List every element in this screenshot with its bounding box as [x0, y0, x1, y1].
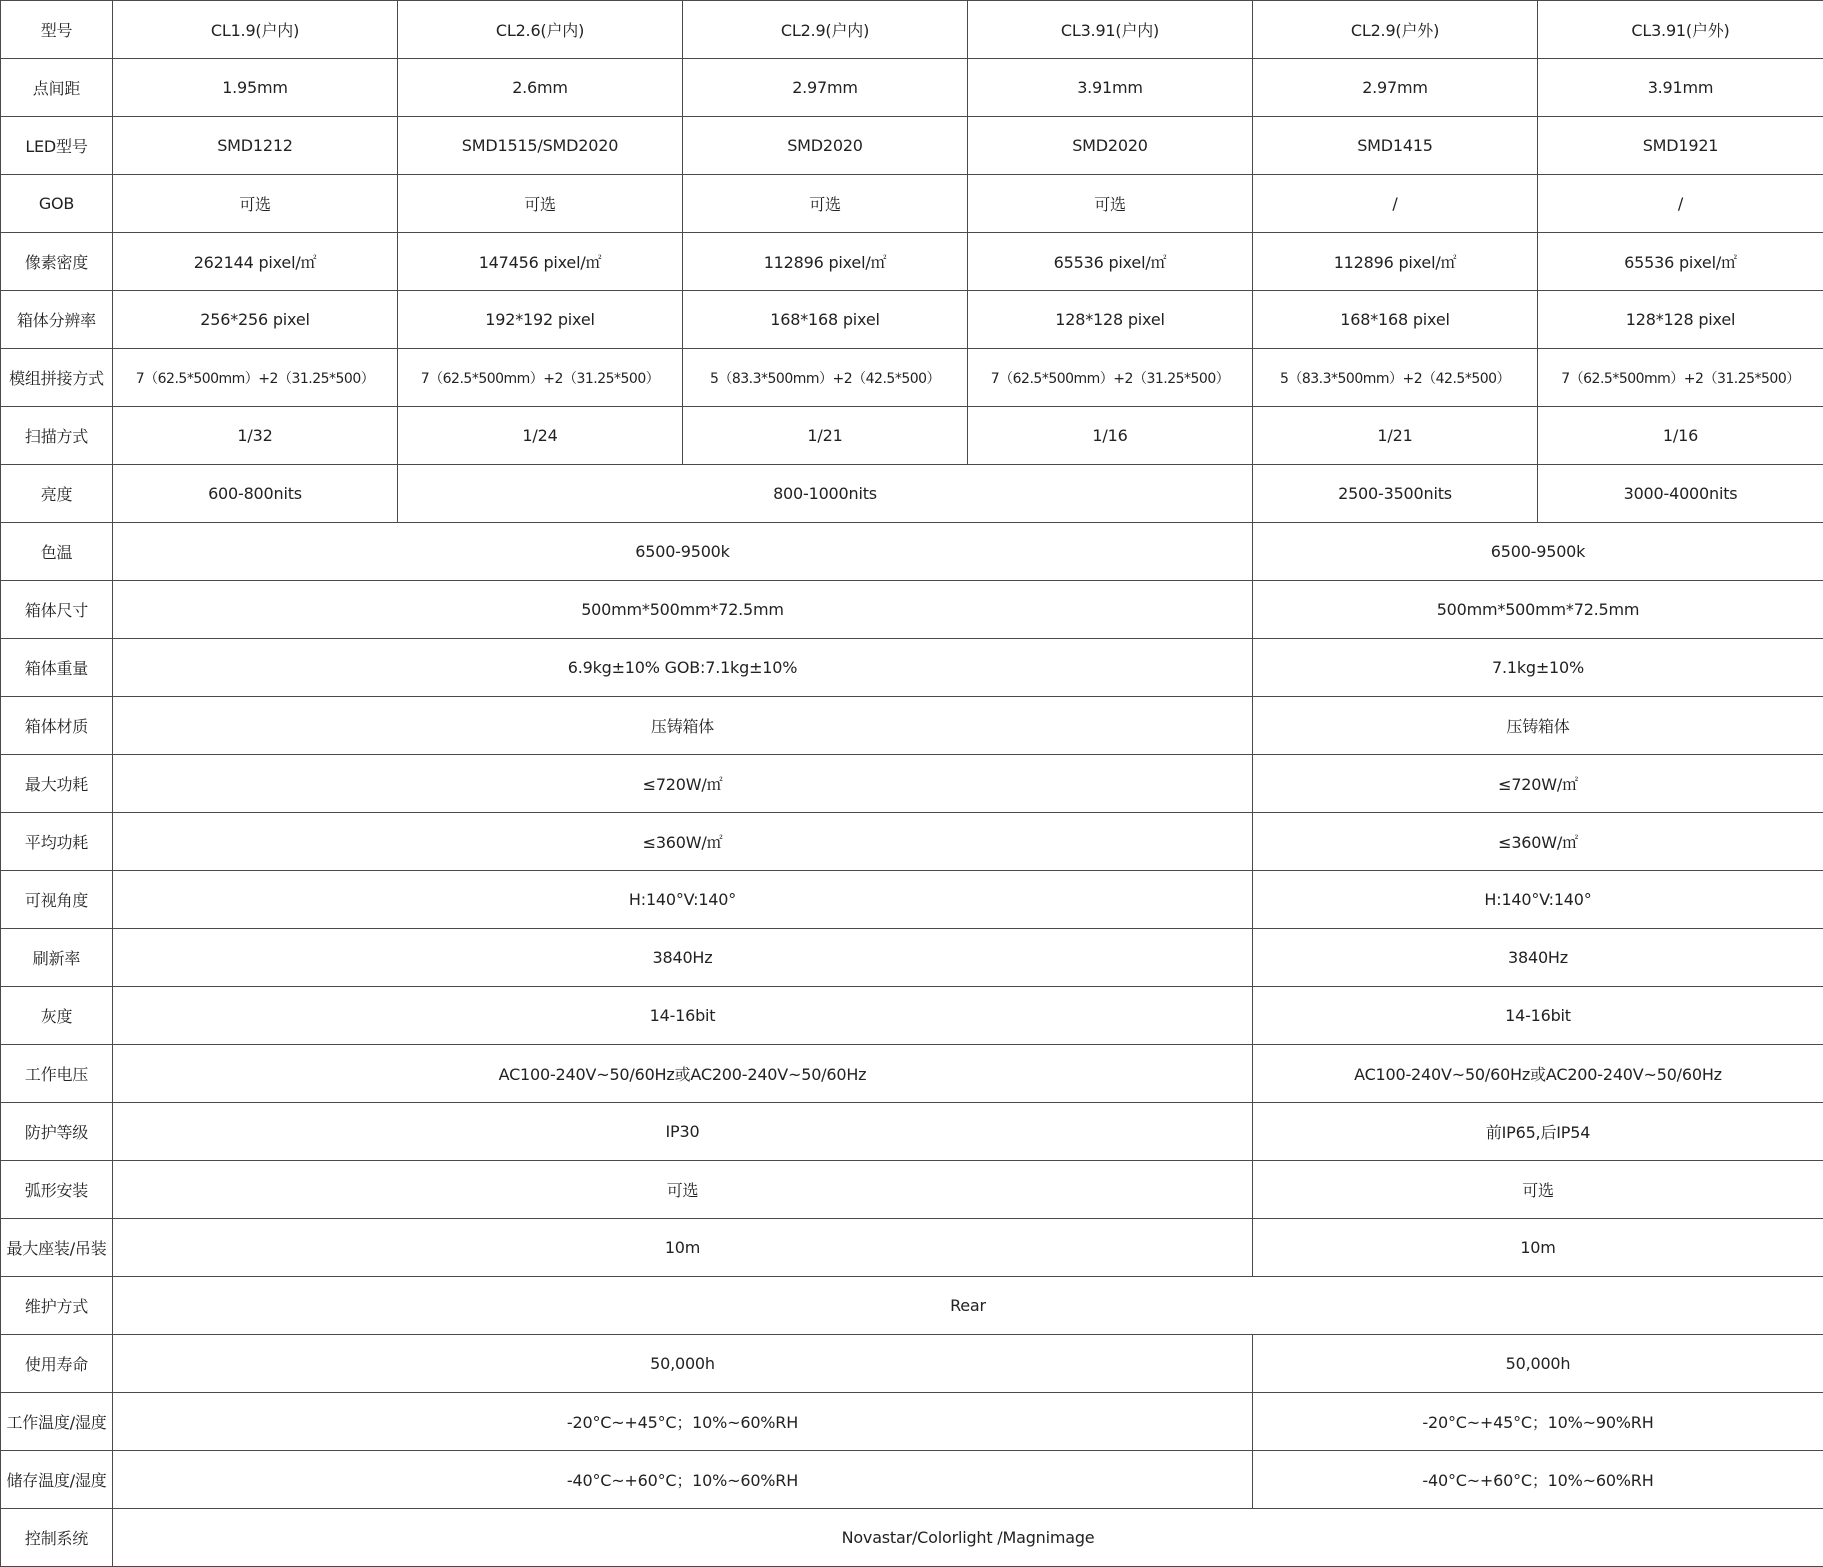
table-cell: 7（62.5*500mm）+2（31.25*500）: [1538, 349, 1823, 407]
table-row: [1, 175, 1823, 233]
table-cell: 50,000h: [1253, 1335, 1823, 1393]
table-row: [1, 523, 1823, 581]
table-row: [1, 987, 1823, 1045]
table-cell: 3.91mm: [1538, 59, 1823, 117]
table-cell: ≤720W/㎡: [1253, 755, 1823, 813]
table-cell: -20°C~+45°C；10%~60%RH: [113, 1393, 1253, 1451]
table-row: [1, 1277, 1823, 1335]
table-cell: 500mm*500mm*72.5mm: [113, 581, 1253, 639]
table-cell: 可选: [968, 175, 1253, 233]
table-cell: CL2.9(户外): [1253, 1, 1538, 59]
table-cell: 6.9kg±10% GOB:7.1kg±10%: [113, 639, 1253, 697]
table-cell: 65536 pixel/㎡: [1538, 233, 1823, 291]
table-cell: SMD1415: [1253, 117, 1538, 175]
row-label: 扫描方式: [1, 407, 113, 465]
table-cell: 50,000h: [113, 1335, 1253, 1393]
row-label: 灰度: [1, 987, 113, 1045]
table-cell: 2.97mm: [1253, 59, 1538, 117]
table-cell: 前IP65,后IP54: [1253, 1103, 1823, 1161]
spec-table-body: [1, 1, 1823, 1567]
table-cell: 128*128 pixel: [1538, 291, 1823, 349]
table-row: [1, 697, 1823, 755]
table-cell: 可选: [113, 175, 398, 233]
table-cell: 1/21: [1253, 407, 1538, 465]
row-label: 模组拼接方式: [1, 349, 113, 407]
table-cell: 2.6mm: [398, 59, 683, 117]
table-cell: 14-16bit: [1253, 987, 1823, 1045]
table-cell: H:140°V:140°: [1253, 871, 1823, 929]
table-cell: 2500-3500nits: [1253, 465, 1538, 523]
row-label: 使用寿命: [1, 1335, 113, 1393]
table-cell: 1/16: [1538, 407, 1823, 465]
table-cell: 168*168 pixel: [683, 291, 968, 349]
row-label: 工作电压: [1, 1045, 113, 1103]
row-label: 最大功耗: [1, 755, 113, 813]
table-cell: 可选: [1253, 1161, 1823, 1219]
table-cell: SMD1921: [1538, 117, 1823, 175]
table-cell: 800-1000nits: [398, 465, 1253, 523]
table-cell: 可选: [398, 175, 683, 233]
table-row: [1, 1509, 1823, 1567]
table-cell: CL2.6(户内): [398, 1, 683, 59]
table-cell: -40°C~+60°C；10%~60%RH: [113, 1451, 1253, 1509]
table-cell: 3000-4000nits: [1538, 465, 1823, 523]
table-cell: 10m: [113, 1219, 1253, 1277]
table-row: [1, 465, 1823, 523]
table-row: [1, 1451, 1823, 1509]
table-cell: SMD1515/SMD2020: [398, 117, 683, 175]
table-row: [1, 1161, 1823, 1219]
table-cell: ≤360W/㎡: [113, 813, 1253, 871]
table-cell: 1.95mm: [113, 59, 398, 117]
table-cell: 6500-9500k: [113, 523, 1253, 581]
table-cell: 128*128 pixel: [968, 291, 1253, 349]
table-cell: CL3.91(户内): [968, 1, 1253, 59]
row-label: 平均功耗: [1, 813, 113, 871]
table-cell: 10m: [1253, 1219, 1823, 1277]
table-cell: 6500-9500k: [1253, 523, 1823, 581]
table-cell: 500mm*500mm*72.5mm: [1253, 581, 1823, 639]
table-row: [1, 233, 1823, 291]
row-label: 可视角度: [1, 871, 113, 929]
table-cell: 1/32: [113, 407, 398, 465]
table-cell: 7（62.5*500mm）+2（31.25*500）: [398, 349, 683, 407]
row-label: 型号: [1, 1, 113, 59]
table-cell: SMD2020: [968, 117, 1253, 175]
row-label: 箱体重量: [1, 639, 113, 697]
row-label: 储存温度/湿度: [1, 1451, 113, 1509]
table-cell: 2.97mm: [683, 59, 968, 117]
table-cell: 1/16: [968, 407, 1253, 465]
table-cell: 3840Hz: [113, 929, 1253, 987]
table-cell: -20°C~+45°C；10%~90%RH: [1253, 1393, 1823, 1451]
table-cell: 压铸箱体: [1253, 697, 1823, 755]
table-cell: Rear: [113, 1277, 1823, 1335]
table-cell: -40°C~+60°C；10%~60%RH: [1253, 1451, 1823, 1509]
table-cell: 14-16bit: [113, 987, 1253, 1045]
row-label: LED型号: [1, 117, 113, 175]
table-cell: CL2.9(户内): [683, 1, 968, 59]
table-cell: 256*256 pixel: [113, 291, 398, 349]
table-row: [1, 929, 1823, 987]
table-cell: 168*168 pixel: [1253, 291, 1538, 349]
table-row: [1, 639, 1823, 697]
table-cell: 65536 pixel/㎡: [968, 233, 1253, 291]
table-cell: 262144 pixel/㎡: [113, 233, 398, 291]
table-cell: 7（62.5*500mm）+2（31.25*500）: [113, 349, 398, 407]
table-row: [1, 581, 1823, 639]
table-cell: SMD2020: [683, 117, 968, 175]
table-cell: 147456 pixel/㎡: [398, 233, 683, 291]
table-cell: H:140°V:140°: [113, 871, 1253, 929]
row-label: 像素密度: [1, 233, 113, 291]
table-cell: ≤720W/㎡: [113, 755, 1253, 813]
row-label: GOB: [1, 175, 113, 233]
table-cell: 3.91mm: [968, 59, 1253, 117]
table-row: [1, 1, 1823, 59]
table-cell: 192*192 pixel: [398, 291, 683, 349]
row-label: 箱体分辨率: [1, 291, 113, 349]
row-label: 控制系统: [1, 1509, 113, 1567]
table-cell: ≤360W/㎡: [1253, 813, 1823, 871]
table-row: [1, 117, 1823, 175]
table-row: [1, 407, 1823, 465]
table-cell: AC100-240V~50/60Hz或AC200-240V~50/60Hz: [1253, 1045, 1823, 1103]
table-row: [1, 1045, 1823, 1103]
table-cell: SMD1212: [113, 117, 398, 175]
table-row: [1, 813, 1823, 871]
row-label: 最大座装/吊装: [1, 1219, 113, 1277]
row-label: 弧形安装: [1, 1161, 113, 1219]
row-label: 箱体尺寸: [1, 581, 113, 639]
table-row: [1, 871, 1823, 929]
table-row: [1, 755, 1823, 813]
table-cell: Novastar/Colorlight /Magnimage: [113, 1509, 1823, 1567]
table-cell: IP30: [113, 1103, 1253, 1161]
table-row: [1, 1103, 1823, 1161]
table-row: [1, 59, 1823, 117]
table-cell: 5（83.3*500mm）+2（42.5*500）: [1253, 349, 1538, 407]
table-cell: 5（83.3*500mm）+2（42.5*500）: [683, 349, 968, 407]
row-label: 维护方式: [1, 1277, 113, 1335]
row-label: 箱体材质: [1, 697, 113, 755]
row-label: 色温: [1, 523, 113, 581]
table-cell: CL1.9(户内): [113, 1, 398, 59]
table-row: [1, 1335, 1823, 1393]
table-row: [1, 291, 1823, 349]
table-cell: 1/24: [398, 407, 683, 465]
table-cell: 600-800nits: [113, 465, 398, 523]
table-cell: AC100-240V~50/60Hz或AC200-240V~50/60Hz: [113, 1045, 1253, 1103]
table-cell: 压铸箱体: [113, 697, 1253, 755]
table-cell: 112896 pixel/㎡: [683, 233, 968, 291]
table-cell: /: [1253, 175, 1538, 233]
table-cell: 112896 pixel/㎡: [1253, 233, 1538, 291]
table-row: [1, 349, 1823, 407]
table-row: [1, 1219, 1823, 1277]
table-cell: 7.1kg±10%: [1253, 639, 1823, 697]
table-cell: /: [1538, 175, 1823, 233]
table-cell: 可选: [683, 175, 968, 233]
row-label: 工作温度/湿度: [1, 1393, 113, 1451]
row-label: 点间距: [1, 59, 113, 117]
row-label: 亮度: [1, 465, 113, 523]
row-label: 刷新率: [1, 929, 113, 987]
table-cell: 7（62.5*500mm）+2（31.25*500）: [968, 349, 1253, 407]
table-cell: 3840Hz: [1253, 929, 1823, 987]
table-row: [1, 1393, 1823, 1451]
table-cell: CL3.91(户外): [1538, 1, 1823, 59]
table-cell: 1/21: [683, 407, 968, 465]
table-cell: 可选: [113, 1161, 1253, 1219]
row-label: 防护等级: [1, 1103, 113, 1161]
